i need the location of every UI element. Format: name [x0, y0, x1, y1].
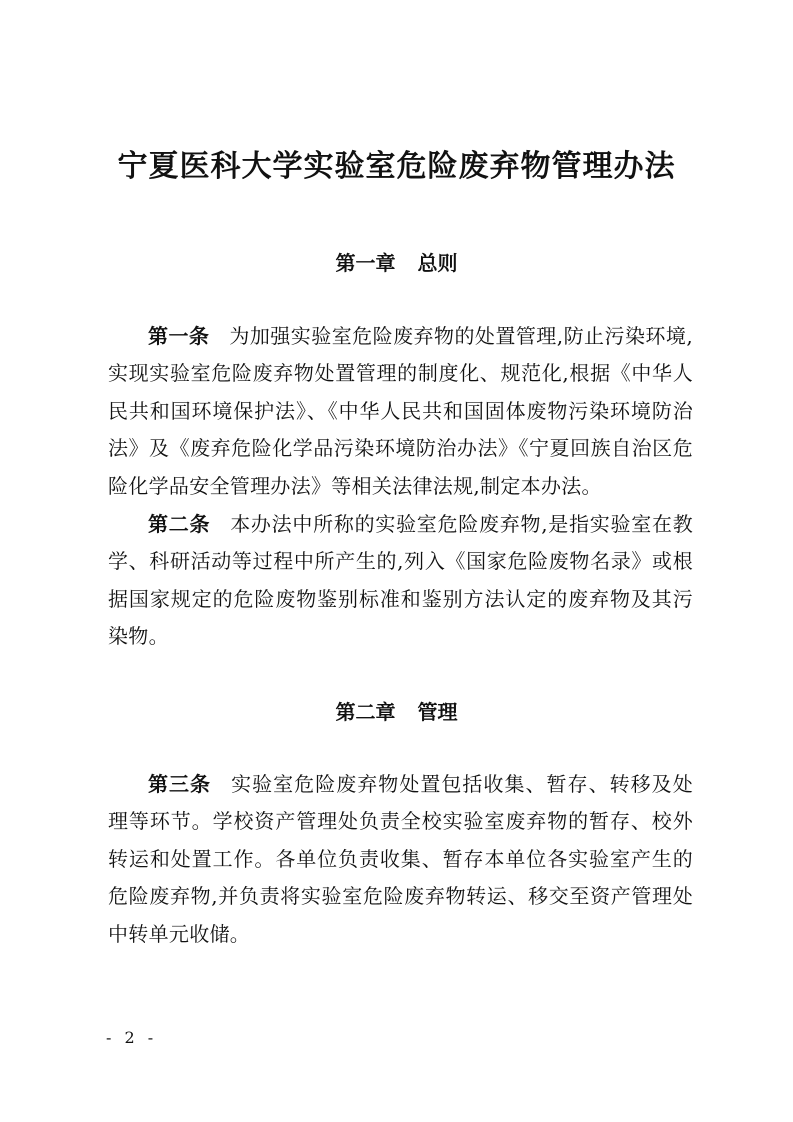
chapter-heading-2 [0, 697, 793, 727]
chapter-heading-1 [0, 248, 793, 278]
article-label: 第三条 [148, 772, 212, 796]
document-title: 宁夏医科大学实验室危险废弃物管理办法 [117, 149, 676, 184]
chapter-number: 第一章 [335, 251, 396, 275]
article-paragraph [108, 506, 693, 656]
chapter-number: 第二章 [335, 700, 396, 724]
article-paragraph [108, 766, 693, 953]
chapter-name: 总则 [417, 251, 458, 275]
article-label: 第二条 [148, 512, 211, 536]
chapter-name: 管理 [417, 700, 458, 724]
article-text: 为加强实验室危险废弃物的处置管理,防止污染环境,实现实验室危险废弃物处置管理的制度化、规范化,根据《中华人民共和国环境保护法》、《中华人民共和国固体废物污染环境防治法》及《废弃危险化学品污染环境防治办法》《宁夏回族自治区危险化学品安全管理办法》等相关法律法规,制定本办法。 [108, 324, 693, 498]
article-paragraph [108, 318, 693, 505]
page-number: - 2 - [106, 1028, 158, 1047]
article-text: 本办法中所称的实验室危险废弃物,是指实验室在教学、科研活动等过程中所产生的,列入《国家危险废物名录》或根据国家规定的危险废物鉴别标准和鉴别方法认定的废弃物及其污染物。 [108, 512, 693, 649]
article-text: 实验室危险废弃物处置包括收集、暂存、转移及处理等环节。学校资产管理处负责全校实验室废弃物的暂存、校外转运和处置工作。各单位负责收集、暂存本单位各实验室产生的危险废弃物,并负责将实验室危险废弃物转运、移交至资产管理处中转单元收储。 [108, 772, 693, 946]
article-label: 第一条 [148, 324, 210, 348]
